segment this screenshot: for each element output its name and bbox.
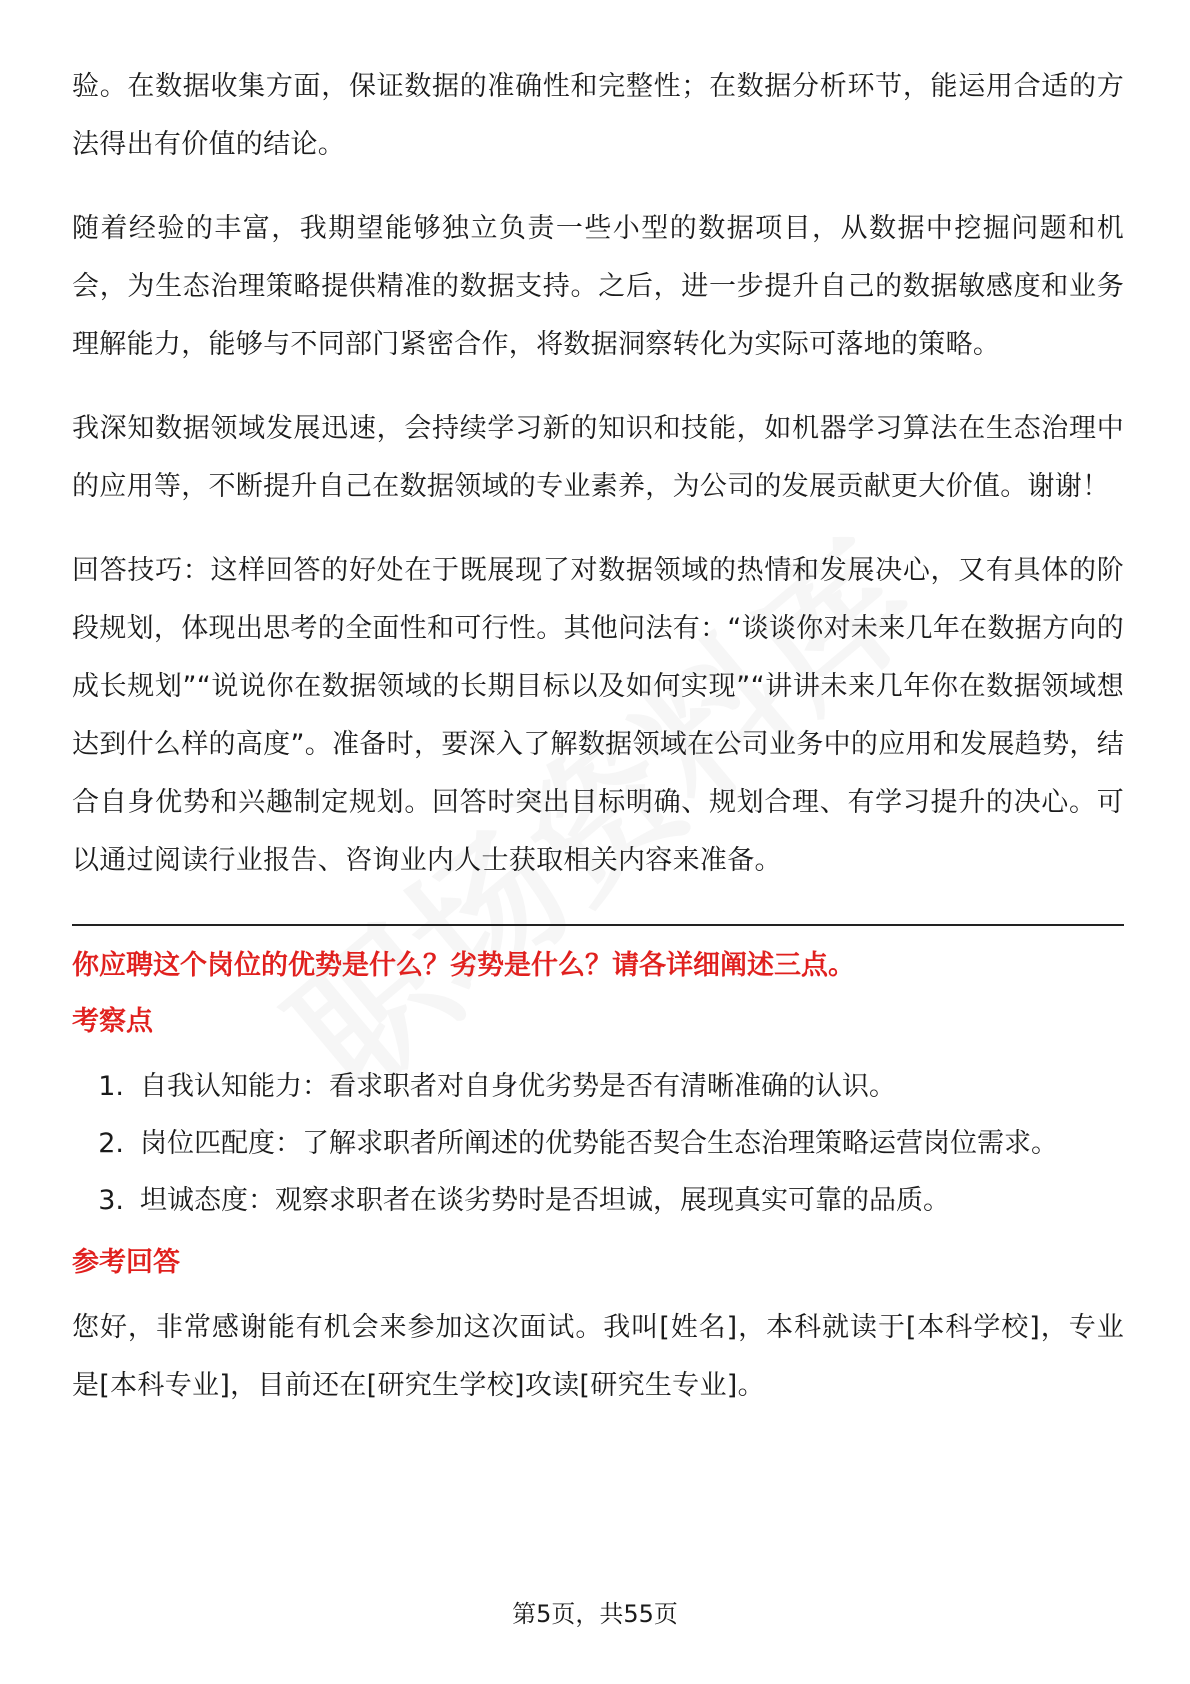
list-number: 3. bbox=[98, 1185, 124, 1216]
interview-question: 你应聘这个岗位的优势是什么？劣势是什么？请各详细阐述三点。 bbox=[72, 950, 855, 981]
page-footer: 第5页，共55页 bbox=[512, 1600, 678, 1628]
paragraph-3: 我深知数据领域发展迅速，会持续学习新的知识和技能，如机器学习算法在生态治理中的应用等，不断提升自己在数据领域的专业素养，为公司的发展贡献更大价值。谢谢！ bbox=[72, 413, 1124, 502]
list-text: 坦诚态度：观察求职者在谈劣势时是否坦诚，展现真实可靠的品质。 bbox=[140, 1185, 950, 1216]
list-text: 岗位匹配度：了解求职者所阐述的优势能否契合生态治理策略运营岗位需求。 bbox=[140, 1128, 1058, 1159]
list-item bbox=[72, 1115, 1124, 1172]
assessment-points-list bbox=[72, 1058, 1124, 1229]
document-page bbox=[72, 58, 1124, 1441]
list-number: 2. bbox=[98, 1128, 124, 1159]
list-text: 自我认知能力：看求职者对自身优劣势是否有清晰准确的认识。 bbox=[140, 1071, 896, 1102]
list-item bbox=[72, 1172, 1124, 1229]
paragraph-2: 随着经验的丰富，我期望能够独立负责一些小型的数据项目，从数据中挖掘问题和机会，为生态治理策略提供精准的数据支持。之后，进一步提升自己的数据敏感度和业务理解能力，能够与不同部门紧密合作，将数据洞察转化为实际可落地的策略。 bbox=[72, 213, 1124, 360]
list-number: 1. bbox=[98, 1071, 124, 1102]
list-item bbox=[72, 1058, 1124, 1115]
reference-answer: 您好，非常感谢能有机会来参加这次面试。我叫[姓名]，本科就读于[本科学校]，专业是[本科专业]，目前还在[研究生学校]攻读[研究生专业]。 bbox=[72, 1312, 1124, 1401]
answer-tips-paragraph: 回答技巧：这样回答的好处在于既展现了对数据领域的热情和发展决心，又有具体的阶段规划，体现出思考的全面性和可行性。其他问法有：“谈谈你对未来几年在数据方向的成长规划”“说说你在数据领域的长期目标以及如何实现”“讲讲未来几年你在数据领域想达到什么样的高度”。准备时，要深入了解数据领域在公司业务中的应用和发展趋势，结合自身优势和兴趣制定规划。回答时突出目标明确、规划合理、有学习提升的决心。可以通过阅读行业报告、咨询业内人士获取相关内容来准备。 bbox=[72, 555, 1124, 876]
paragraph-1: 验。在数据收集方面，保证数据的准确性和完整性；在数据分析环节，能运用合适的方法得出有价值的结论。 bbox=[72, 71, 1124, 160]
points-heading: 考察点 bbox=[72, 1006, 153, 1037]
answer-heading: 参考回答 bbox=[72, 1247, 180, 1278]
section-divider bbox=[72, 924, 1124, 926]
